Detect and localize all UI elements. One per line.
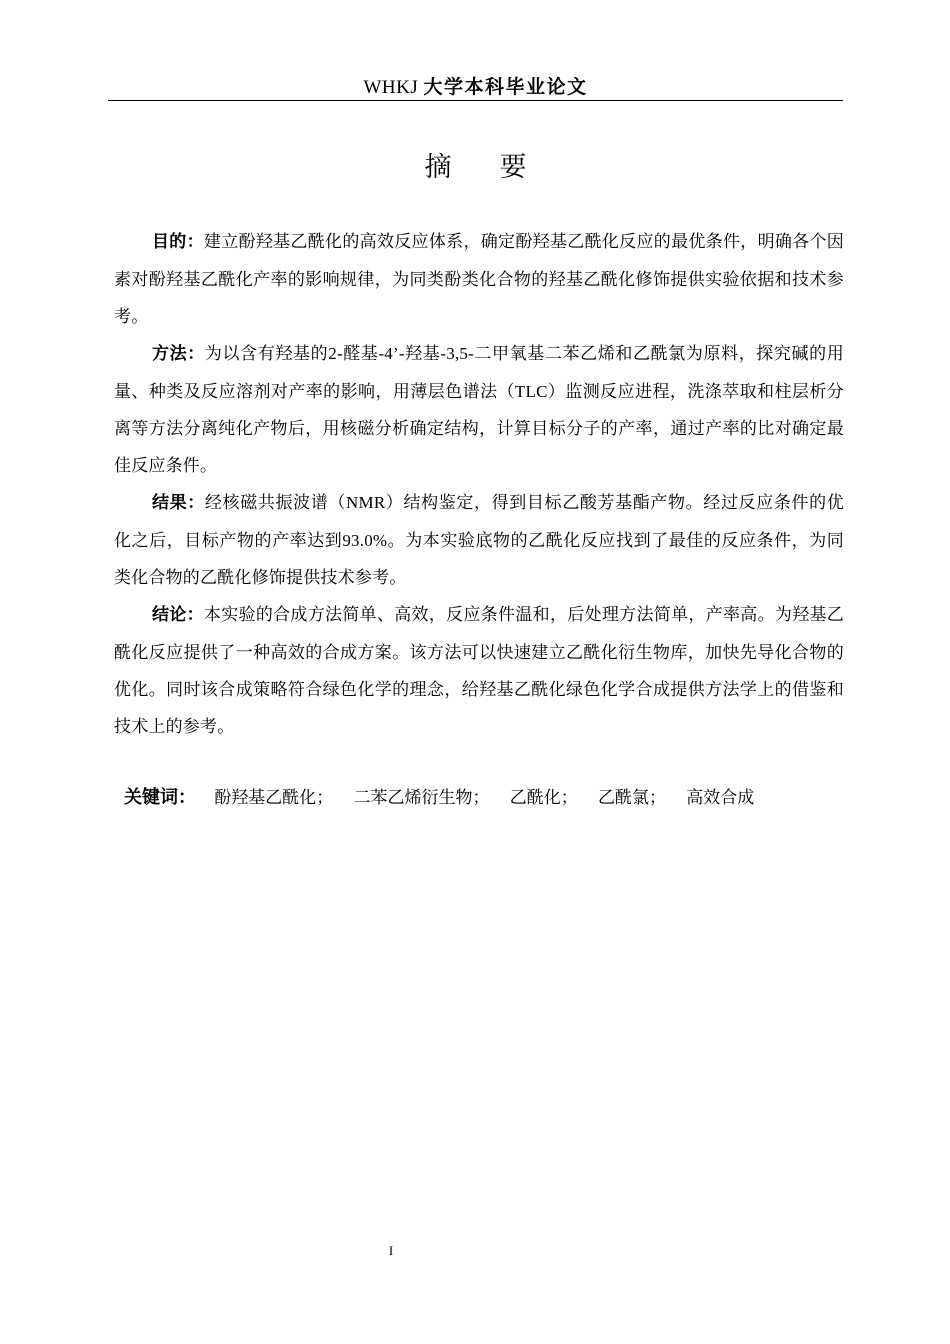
abstract-purpose [114, 223, 844, 335]
keywords-label: 关键词： [124, 787, 196, 808]
header-rule [108, 100, 843, 101]
abstract-conclusion [114, 596, 844, 745]
purpose-label: 目的： [152, 232, 204, 252]
keyword-item: 二苯乙烯衍生物； [353, 788, 490, 807]
result-label: 结果： [152, 493, 205, 513]
abstract-result [114, 484, 844, 596]
abstract-body [114, 223, 844, 745]
conclusion-label: 结论： [152, 605, 204, 625]
keyword-item: 乙酰氯； [598, 788, 666, 807]
header-title: 大学本科毕业论文 [423, 76, 588, 98]
page-number: I [388, 1243, 394, 1258]
abstract-method [114, 335, 844, 484]
page-header [108, 74, 843, 100]
method-text: 为以含有羟基的2-醛基-4’-羟基-3,5-二甲氧基二苯乙烯和乙酰氯为原料，探究碱的用量、种类及反应溶剂对产率的影响，用薄层色谱法（TLC）监测反应进程，洗涤萃取和柱层析分离等方法分离纯化产物后，用核磁分析确定结构，计算目标分子的产率，通过产率的比对确定最佳反应条件。 [114, 344, 844, 475]
conclusion-text: 本实验的合成方法简单、高效，反应条件温和，后处理方法简单，产率高。为羟基乙酰化反应提供了一种高效的合成方案。该方法可以快速建立乙酰化衍生物库，加快先导化合物的优化。同时该合成策略符合绿色化学的理念，给羟基乙酰化绿色化学合成提供方法学上的借鉴和技术上的参考。 [114, 605, 844, 736]
keyword-item: 高效合成 [686, 788, 755, 807]
abstract-title: 摘要 [424, 152, 575, 183]
keyword-item: 乙酰化； [509, 788, 578, 807]
method-label: 方法： [152, 344, 205, 364]
keywords [124, 782, 844, 814]
purpose-text: 建立酚羟基乙酰化的高效反应体系，确定酚羟基乙酰化反应的最优条件，明确各个因素对酚羟基乙酰化产率的影响规律，为同类酚类化合物的羟基乙酰化修饰提供实验依据和技术参考。 [114, 232, 844, 326]
result-text: 经核磁共振波谱（NMR）结构鉴定，得到目标乙酸芳基酯产物。经过反应条件的优化之后，目标产物的产率达到93.0%。为本实验底物的乙酰化反应找到了最佳的反应条件，为同类化合物的乙酰化修饰提供技术参考。 [114, 493, 844, 587]
keyword-item: 酚羟基乙酰化； [214, 788, 334, 807]
header-prefix: WHKJ [363, 77, 419, 98]
